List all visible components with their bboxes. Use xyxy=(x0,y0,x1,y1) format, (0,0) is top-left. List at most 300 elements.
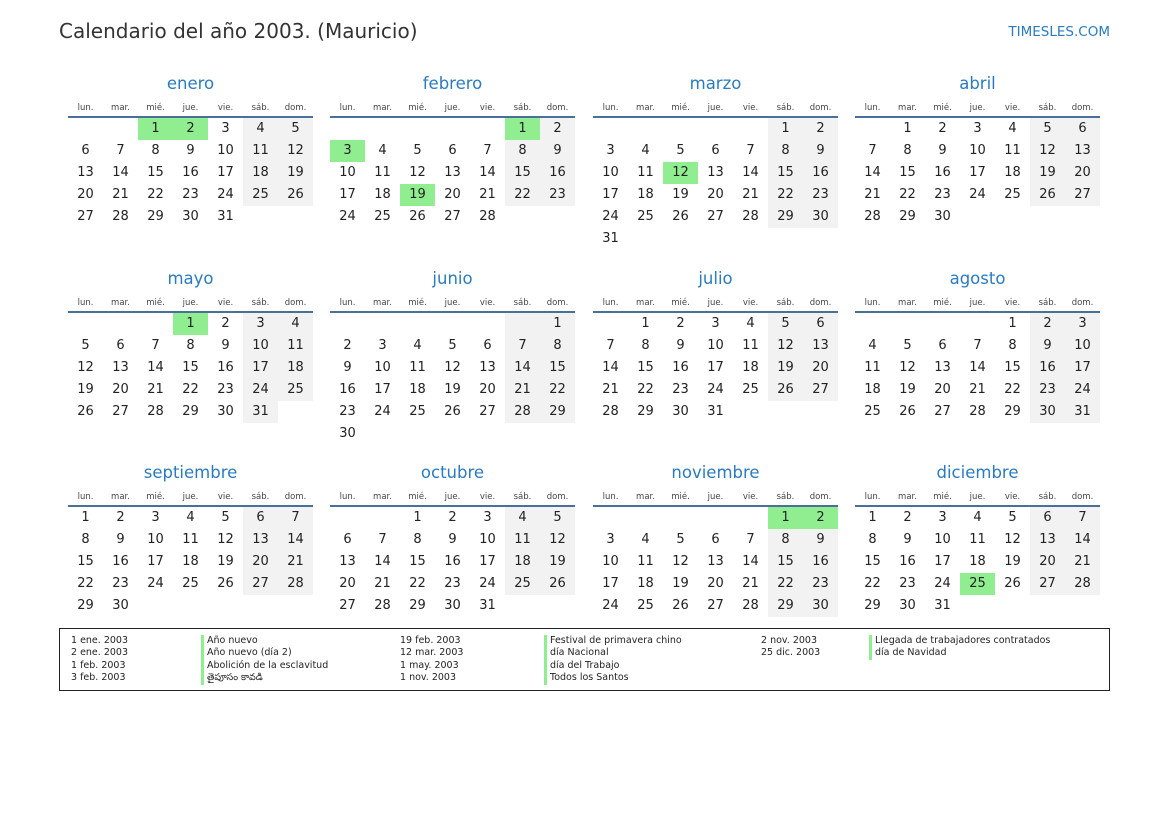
day-cell: 24 xyxy=(969,187,986,202)
day-cell: 30 xyxy=(339,426,356,441)
day-cell: 22 xyxy=(505,184,540,206)
month-junio xyxy=(330,267,575,445)
day-cell: 31 xyxy=(243,401,278,423)
empty-day-cell xyxy=(365,507,400,529)
weekday-label: mar. xyxy=(373,492,392,502)
day-cell: 5 xyxy=(1008,510,1017,525)
weekday-label: jue. xyxy=(707,298,724,308)
weekday-header xyxy=(855,291,1100,313)
day-cell: 10 xyxy=(217,143,234,158)
day-cell: 27 xyxy=(707,598,724,613)
day-cell: 18 xyxy=(278,357,313,379)
day-cell: 2 xyxy=(343,338,352,353)
day-cell: 18 xyxy=(1004,165,1021,180)
day-cell: 19 xyxy=(899,382,916,397)
month-name: noviembre xyxy=(671,463,760,482)
day-cell: 12 xyxy=(540,529,575,551)
day-cell: 9 xyxy=(448,532,457,547)
weekday-label: vie. xyxy=(217,298,234,308)
day-cell: 29 xyxy=(1004,404,1021,419)
day-cell: 11 xyxy=(505,529,540,551)
day-cell: 27 xyxy=(339,598,356,613)
weekday-header xyxy=(68,291,313,313)
day-cell: 15 xyxy=(637,360,654,375)
day-cell: 16 xyxy=(803,162,838,184)
day-cell: 15 xyxy=(768,551,803,573)
weekday-label: dom. xyxy=(284,298,307,308)
legend-date: 12 mar. 2003 xyxy=(400,647,464,659)
legend-date: 1 may. 2003 xyxy=(400,659,459,671)
day-cell: 3 xyxy=(606,532,615,547)
weekday-label: lun. xyxy=(864,492,881,502)
day-cell: 15 xyxy=(899,165,916,180)
day-cell: 28 xyxy=(602,404,619,419)
weekday-label: jue. xyxy=(707,492,724,502)
legend-date: 3 feb. 2003 xyxy=(71,672,126,684)
day-cell: 22 xyxy=(768,184,803,206)
weekday-label: mié. xyxy=(146,298,165,308)
site-link[interactable]: TIMESLES.COM xyxy=(1008,24,1110,40)
day-cell: 12 xyxy=(278,140,313,162)
weekday-label: mié. xyxy=(671,492,690,502)
empty-day-cell xyxy=(330,313,365,335)
day-cell: 27 xyxy=(1065,184,1100,206)
day-cell: 9 xyxy=(903,532,912,547)
weekday-label: vie. xyxy=(479,103,496,113)
weekday-label: mar. xyxy=(636,492,655,502)
day-cell: 3 xyxy=(1065,313,1100,335)
day-cell: 7 xyxy=(746,143,755,158)
weekday-label: mié. xyxy=(671,298,690,308)
day-cell: 29 xyxy=(540,401,575,423)
page-title: Calendario del año 2003. (Mauricio) xyxy=(59,19,418,43)
day-cell: 24 xyxy=(243,379,278,401)
empty-day-cell xyxy=(855,313,890,335)
day-cell: 28 xyxy=(742,209,759,224)
day-cell: 26 xyxy=(77,404,94,419)
legend-holiday-name: Llegada de trabajadores contratados xyxy=(875,635,1051,646)
weekday-label: mar. xyxy=(373,298,392,308)
weekday-label: sáb. xyxy=(776,492,795,502)
day-cell: 31 xyxy=(1065,401,1100,423)
day-cell: 23 xyxy=(803,184,838,206)
day-cell: 13 xyxy=(77,165,94,180)
weekday-header xyxy=(593,291,838,313)
day-cell: 2 xyxy=(221,316,230,331)
day-cell: 28 xyxy=(479,209,496,224)
empty-day-cell xyxy=(890,313,925,335)
month-name: julio xyxy=(698,269,733,288)
empty-day-cell xyxy=(698,507,733,529)
day-cell: 1 xyxy=(868,510,877,525)
day-cell: 7 xyxy=(606,338,615,353)
legend-dates-column xyxy=(71,635,128,685)
holiday-day-cell: 1 xyxy=(505,118,540,140)
weekday-label: mié. xyxy=(933,103,952,113)
day-cell: 10 xyxy=(374,360,391,375)
day-cell: 8 xyxy=(641,338,650,353)
day-cell: 3 xyxy=(221,121,230,136)
weekday-header xyxy=(593,96,838,118)
day-cell: 18 xyxy=(637,576,654,591)
holiday-day-cell: 1 xyxy=(768,507,803,529)
day-cell: 28 xyxy=(864,209,881,224)
empty-day-cell xyxy=(330,118,365,140)
day-cell: 4 xyxy=(378,143,387,158)
day-cell: 25 xyxy=(864,404,881,419)
day-cell: 15 xyxy=(77,554,94,569)
weekday-label: sáb. xyxy=(1038,103,1057,113)
day-cell: 25 xyxy=(1004,187,1021,202)
day-cell: 9 xyxy=(186,143,195,158)
day-cell: 25 xyxy=(742,382,759,397)
day-cell: 3 xyxy=(378,338,387,353)
empty-day-cell xyxy=(435,118,470,140)
day-cell: 23 xyxy=(1030,379,1065,401)
weekday-label: lun. xyxy=(602,298,619,308)
days-grid xyxy=(330,313,575,445)
day-cell: 22 xyxy=(637,382,654,397)
day-cell: 4 xyxy=(505,507,540,529)
day-cell: 6 xyxy=(116,338,125,353)
day-cell: 4 xyxy=(413,338,422,353)
weekday-label: vie. xyxy=(742,103,759,113)
day-cell: 22 xyxy=(77,576,94,591)
day-cell: 5 xyxy=(81,338,90,353)
legend-dates-column xyxy=(761,635,820,660)
weekday-label: sáb. xyxy=(251,298,270,308)
day-cell: 15 xyxy=(147,165,164,180)
day-cell: 9 xyxy=(803,140,838,162)
weekday-header xyxy=(330,291,575,313)
days-grid xyxy=(593,507,838,617)
legend-date: 2 ene. 2003 xyxy=(71,647,128,659)
day-cell: 2 xyxy=(448,510,457,525)
day-cell: 4 xyxy=(1008,121,1017,136)
day-cell: 15 xyxy=(864,554,881,569)
day-cell: 1 xyxy=(81,510,90,525)
weekday-label: jue. xyxy=(444,298,461,308)
day-cell: 9 xyxy=(540,140,575,162)
day-cell: 10 xyxy=(243,335,278,357)
month-name: febrero xyxy=(422,74,483,93)
day-cell: 10 xyxy=(339,165,356,180)
day-cell: 28 xyxy=(505,401,540,423)
empty-day-cell xyxy=(855,118,890,140)
day-cell: 24 xyxy=(707,382,724,397)
day-cell: 20 xyxy=(803,357,838,379)
day-cell: 21 xyxy=(1065,551,1100,573)
weekday-label: sáb. xyxy=(776,103,795,113)
weekday-label: vie. xyxy=(217,103,234,113)
day-cell: 24 xyxy=(374,404,391,419)
day-cell: 28 xyxy=(147,404,164,419)
holiday-day-cell: 25 xyxy=(960,573,995,595)
day-cell: 10 xyxy=(707,338,724,353)
day-cell: 27 xyxy=(112,404,129,419)
weekday-label: sáb. xyxy=(1038,492,1057,502)
day-cell: 6 xyxy=(483,338,492,353)
weekday-label: mié. xyxy=(146,103,165,113)
day-cell: 25 xyxy=(243,184,278,206)
weekday-label: lun. xyxy=(77,298,94,308)
weekday-label: lun. xyxy=(864,298,881,308)
legend-date: 1 nov. 2003 xyxy=(400,672,456,684)
weekday-header xyxy=(330,96,575,118)
day-cell: 15 xyxy=(768,162,803,184)
empty-day-cell xyxy=(960,313,995,335)
weekday-label: mar. xyxy=(898,103,917,113)
day-cell: 4 xyxy=(243,118,278,140)
day-cell: 31 xyxy=(479,598,496,613)
day-cell: 8 xyxy=(768,140,803,162)
day-cell: 17 xyxy=(934,554,951,569)
day-cell: 9 xyxy=(676,338,685,353)
day-cell: 21 xyxy=(278,551,313,573)
month-name: agosto xyxy=(949,269,1006,288)
day-cell: 17 xyxy=(374,382,391,397)
month-name: mayo xyxy=(167,269,214,288)
day-cell: 11 xyxy=(278,335,313,357)
days-grid xyxy=(330,118,575,228)
day-cell: 21 xyxy=(147,382,164,397)
day-cell: 19 xyxy=(1004,554,1021,569)
day-cell: 9 xyxy=(116,532,125,547)
weekday-label: jue. xyxy=(444,492,461,502)
weekday-label: sáb. xyxy=(1038,298,1057,308)
weekday-label: jue. xyxy=(969,298,986,308)
day-cell: 12 xyxy=(77,360,94,375)
holiday-day-cell: 12 xyxy=(663,162,698,184)
day-cell: 22 xyxy=(409,576,426,591)
day-cell: 14 xyxy=(864,165,881,180)
day-cell: 3 xyxy=(973,121,982,136)
weekday-label: lun. xyxy=(339,492,356,502)
legend-names-column xyxy=(201,635,328,685)
days-grid xyxy=(593,313,838,423)
day-cell: 26 xyxy=(1004,576,1021,591)
day-cell: 4 xyxy=(973,510,982,525)
day-cell: 31 xyxy=(707,404,724,419)
day-cell: 29 xyxy=(409,598,426,613)
day-cell: 21 xyxy=(602,382,619,397)
weekday-label: vie. xyxy=(479,298,496,308)
day-cell: 12 xyxy=(672,554,689,569)
day-cell: 20 xyxy=(1065,162,1100,184)
day-cell: 11 xyxy=(243,140,278,162)
day-cell: 8 xyxy=(81,532,90,547)
day-cell: 17 xyxy=(243,357,278,379)
day-cell: 11 xyxy=(374,165,391,180)
day-cell: 14 xyxy=(112,165,129,180)
day-cell: 17 xyxy=(339,187,356,202)
day-cell: 25 xyxy=(278,379,313,401)
weekday-label: sáb. xyxy=(251,492,270,502)
day-cell: 23 xyxy=(803,573,838,595)
legend-date: 25 dic. 2003 xyxy=(761,647,821,659)
day-cell: 11 xyxy=(742,338,759,353)
month-marzo xyxy=(593,72,838,250)
day-cell: 26 xyxy=(672,598,689,613)
day-cell: 6 xyxy=(448,143,457,158)
weekday-label: mar. xyxy=(636,103,655,113)
day-cell: 14 xyxy=(505,357,540,379)
weekday-label: dom. xyxy=(546,492,569,502)
days-grid xyxy=(855,507,1100,617)
weekday-label: mié. xyxy=(933,298,952,308)
day-cell: 4 xyxy=(746,316,755,331)
day-cell: 7 xyxy=(151,338,160,353)
day-cell: 16 xyxy=(672,360,689,375)
day-cell: 9 xyxy=(938,143,947,158)
day-cell: 6 xyxy=(711,143,720,158)
day-cell: 19 xyxy=(278,162,313,184)
weekday-label: dom. xyxy=(809,298,832,308)
day-cell: 23 xyxy=(672,382,689,397)
weekday-label: mié. xyxy=(146,492,165,502)
day-cell: 11 xyxy=(409,360,426,375)
day-cell: 19 xyxy=(444,382,461,397)
day-cell: 4 xyxy=(868,338,877,353)
day-cell: 17 xyxy=(707,360,724,375)
weekday-label: mar. xyxy=(111,103,130,113)
day-cell: 23 xyxy=(182,187,199,202)
day-cell: 28 xyxy=(1065,573,1100,595)
weekday-label: mar. xyxy=(636,298,655,308)
day-cell: 21 xyxy=(742,576,759,591)
day-cell: 14 xyxy=(742,165,759,180)
day-cell: 2 xyxy=(938,121,947,136)
weekday-label: lun. xyxy=(339,298,356,308)
weekday-label: dom. xyxy=(1071,298,1094,308)
day-cell: 8 xyxy=(413,532,422,547)
day-cell: 5 xyxy=(903,338,912,353)
day-cell: 6 xyxy=(243,507,278,529)
day-cell: 26 xyxy=(672,209,689,224)
weekday-label: lun. xyxy=(602,103,619,113)
day-cell: 30 xyxy=(112,598,129,613)
day-cell: 7 xyxy=(483,143,492,158)
day-cell: 11 xyxy=(969,532,986,547)
day-cell: 13 xyxy=(934,360,951,375)
weekday-label: mar. xyxy=(111,492,130,502)
day-cell: 3 xyxy=(483,510,492,525)
day-cell: 23 xyxy=(934,187,951,202)
empty-day-cell xyxy=(593,507,628,529)
day-cell: 18 xyxy=(505,551,540,573)
weekday-label: mié. xyxy=(408,298,427,308)
day-cell: 22 xyxy=(864,576,881,591)
day-cell: 14 xyxy=(602,360,619,375)
legend-holiday-name: Todos los Santos xyxy=(550,672,629,684)
day-cell: 5 xyxy=(278,118,313,140)
weekday-label: sáb. xyxy=(513,298,532,308)
empty-day-cell xyxy=(103,313,138,335)
legend-names-column xyxy=(544,635,682,685)
day-cell: 26 xyxy=(1030,184,1065,206)
day-cell: 7 xyxy=(116,143,125,158)
empty-day-cell xyxy=(138,313,173,335)
day-cell: 28 xyxy=(112,209,129,224)
empty-day-cell xyxy=(628,118,663,140)
weekday-label: dom. xyxy=(809,492,832,502)
weekday-label: vie. xyxy=(479,492,496,502)
day-cell: 30 xyxy=(803,206,838,228)
day-cell: 13 xyxy=(112,360,129,375)
day-cell: 16 xyxy=(217,360,234,375)
day-cell: 27 xyxy=(803,379,838,401)
day-cell: 5 xyxy=(676,143,685,158)
day-cell: 4 xyxy=(641,143,650,158)
day-cell: 5 xyxy=(221,510,230,525)
day-cell: 30 xyxy=(217,404,234,419)
day-cell: 6 xyxy=(1030,507,1065,529)
day-cell: 15 xyxy=(409,554,426,569)
day-cell: 6 xyxy=(343,532,352,547)
day-cell: 20 xyxy=(243,551,278,573)
day-cell: 23 xyxy=(899,576,916,591)
day-cell: 18 xyxy=(182,554,199,569)
holiday-day-cell: 2 xyxy=(173,118,208,140)
weekday-label: lun. xyxy=(602,492,619,502)
day-cell: 16 xyxy=(339,382,356,397)
weekday-header xyxy=(68,485,313,507)
weekday-label: mar. xyxy=(111,298,130,308)
weekday-label: lun. xyxy=(339,103,356,113)
legend-date: 2 nov. 2003 xyxy=(761,635,817,646)
weekday-label: lun. xyxy=(77,492,94,502)
day-cell: 30 xyxy=(182,209,199,224)
day-cell: 3 xyxy=(606,143,615,158)
day-cell: 22 xyxy=(1004,382,1021,397)
legend-holiday-name: día de Navidad xyxy=(875,647,947,659)
day-cell: 15 xyxy=(505,162,540,184)
month-septiembre xyxy=(68,461,313,617)
day-cell: 13 xyxy=(803,335,838,357)
day-cell: 4 xyxy=(641,532,650,547)
day-cell: 25 xyxy=(637,209,654,224)
day-cell: 29 xyxy=(768,206,803,228)
day-cell: 22 xyxy=(540,379,575,401)
weekday-label: dom. xyxy=(546,103,569,113)
days-grid xyxy=(330,507,575,617)
day-cell: 5 xyxy=(768,313,803,335)
weekday-label: dom. xyxy=(809,103,832,113)
empty-day-cell xyxy=(733,118,768,140)
legend-holiday-name: Abolición de la esclavitud xyxy=(207,659,329,671)
month-abril xyxy=(855,72,1100,228)
weekday-label: vie. xyxy=(742,298,759,308)
weekday-label: jue. xyxy=(182,298,199,308)
day-cell: 5 xyxy=(540,507,575,529)
day-cell: 19 xyxy=(217,554,234,569)
day-cell: 20 xyxy=(707,187,724,202)
day-cell: 23 xyxy=(339,404,356,419)
days-grid xyxy=(68,313,313,423)
empty-day-cell xyxy=(330,507,365,529)
weekday-label: vie. xyxy=(1004,298,1021,308)
weekday-label: dom. xyxy=(284,103,307,113)
day-cell: 24 xyxy=(1065,379,1100,401)
day-cell: 12 xyxy=(217,532,234,547)
day-cell: 18 xyxy=(637,187,654,202)
day-cell: 16 xyxy=(540,162,575,184)
day-cell: 13 xyxy=(339,554,356,569)
weekday-label: vie. xyxy=(1004,492,1021,502)
empty-day-cell xyxy=(68,313,103,335)
holiday-day-cell: 2 xyxy=(803,507,838,529)
day-cell: 1 xyxy=(1008,316,1017,331)
